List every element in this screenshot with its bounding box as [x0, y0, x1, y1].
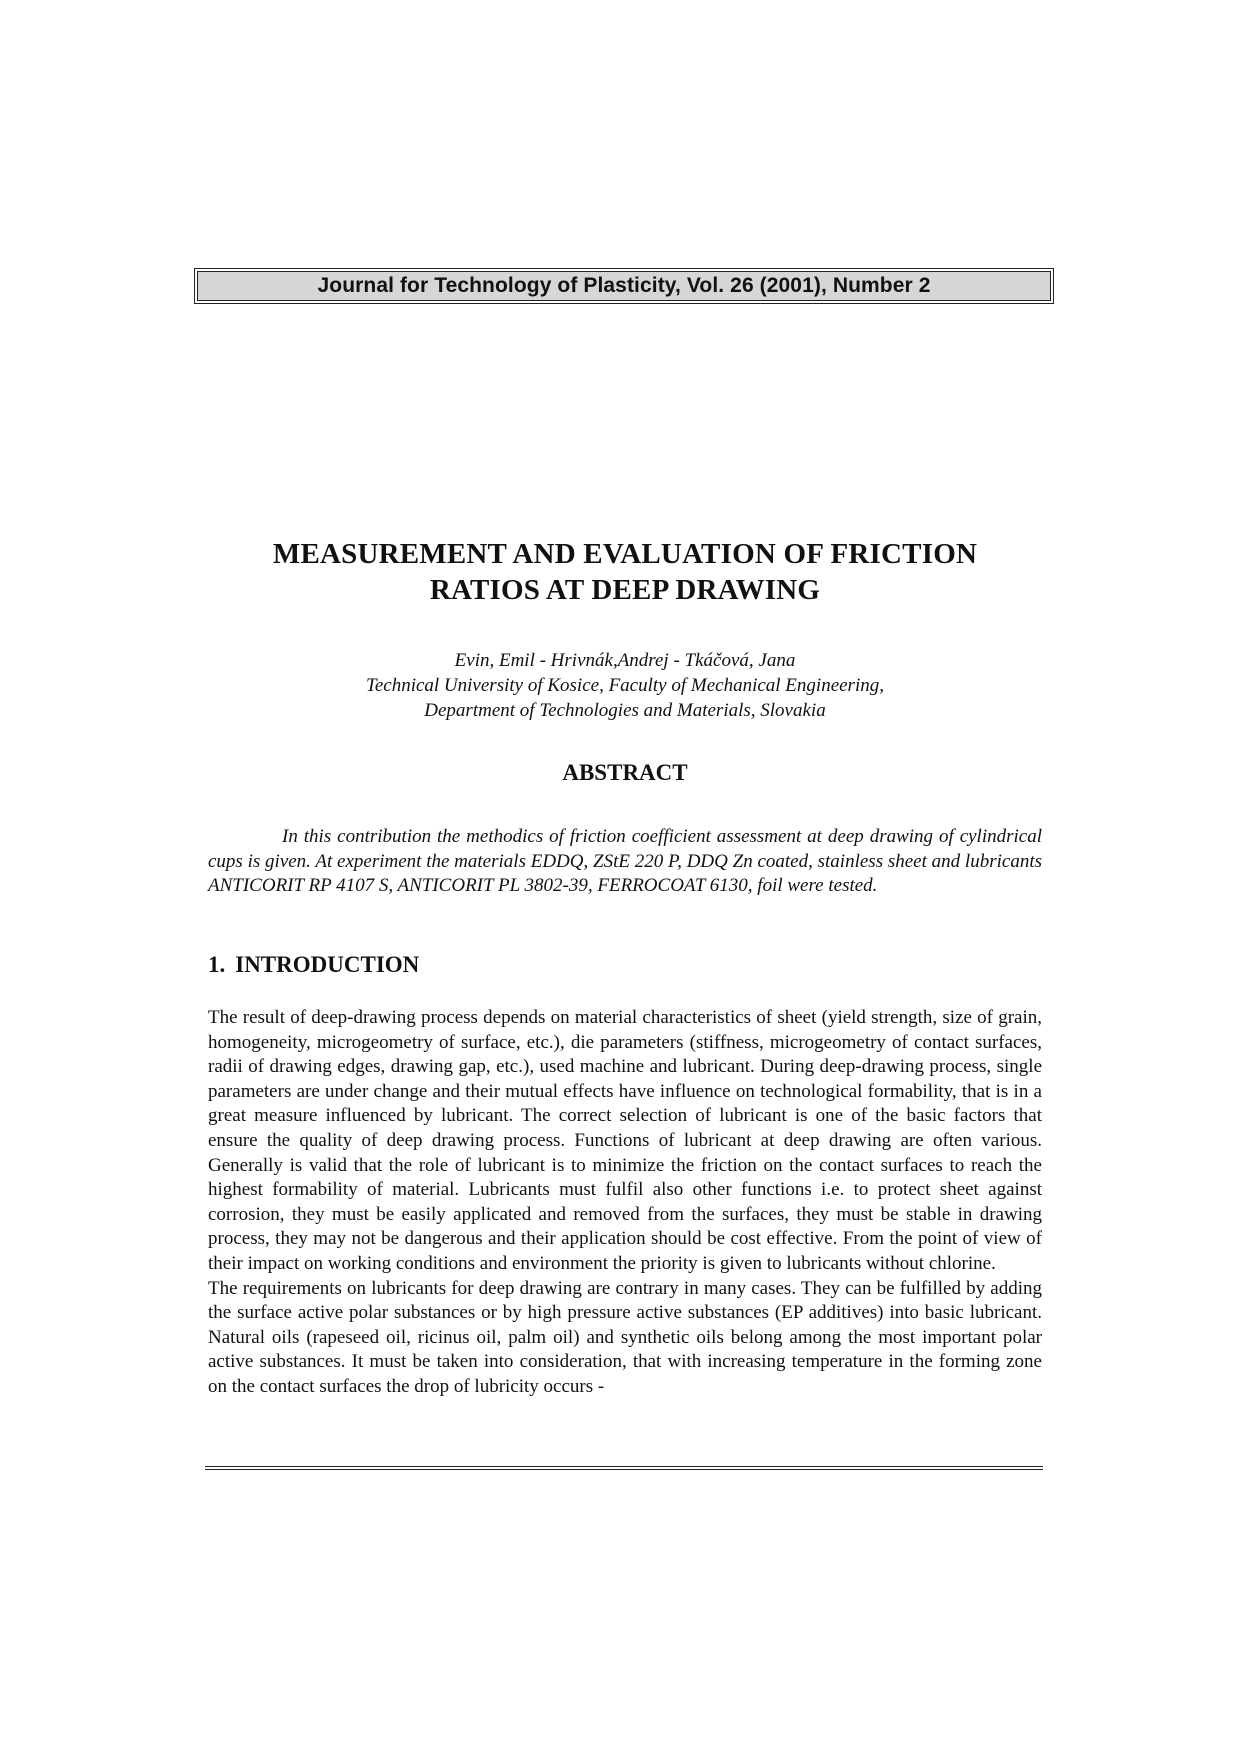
introduction-paragraph-2: The requirements on lubricants for deep drawing are contrary in many cases. They can be fulfilled by adding the surface active polar substances or by high pressure active substances (EP additives) into basic lubricant. Natural oils (rapeseed oil, ricinus oil, palm oil) and synthetic oils belong among the most important polar active substances. It must be taken into consideration, that with increasing temperature in the forming zone on the contact surfaces the drop of lubricity occurs -	[208, 1277, 1042, 1397]
journal-header-text: Journal for Technology of Plasticity, Vol. 26 (2001), Number 2	[197, 271, 1051, 301]
introduction-heading	[208, 952, 419, 978]
introduction-paragraph-1: The result of deep-drawing process depends on material characteristics of sheet (yield strength, size of grain, homogeneity, microgeometry of surface, etc.), die parameters (stiffness, microgeometry of contact surfaces, radii of drawing edges, drawing gap, etc.), used machine and lubricant. During deep-drawing process, single parameters are under change and their mutual effects have influence on technological formability, that is in a great measure influenced by lubricant. The correct selection of lubricant is one of the basic factors that ensure the quality of deep drawing process. Functions of lubricant at deep drawing are often various. Generally is valid that the role of lubricant is to minimize the friction on the contact surfaces to reach the highest formability of material. Lubricants must fulfil also other functions i.e. to protect sheet against corrosion, they must be easily applicated and removed from the surfaces, they must be stable in drawing process, they may not be dangerous and their application should be cost effective. From the point of view of their impact on working conditions and environment the priority is given to lubricants without chlorine.	[208, 1007, 1042, 1274]
author-names: Evin, Emil - Hrivnák,Andrej - Tkáčová, Jana	[454, 650, 796, 671]
article-title-line-2: RATIOS AT DEEP DRAWING	[429, 574, 821, 606]
article-title-line-1: MEASUREMENT AND EVALUATION OF FRICTION	[272, 538, 978, 570]
introduction-body	[208, 1006, 1042, 1400]
author-block	[150, 648, 1100, 723]
abstract-heading: ABSTRACT	[562, 760, 688, 785]
affiliation-line-1: Technical University of Kosice, Faculty of Mechanical Engineering,	[366, 675, 884, 696]
article-title	[150, 536, 1100, 608]
abstract-text: In this contribution the methodics of friction coefficient assessment at deep drawing of cylindrical cups is given. At experiment the materials EDDQ, ZStE 220 P, DDQ Zn coated, stainless sheet and lubricants ANTICORIT RP 4107 S, ANTICORIT PL 3802-39, FERROCOAT 6130, foil were tested.	[208, 826, 1042, 896]
journal-header-box	[194, 268, 1054, 304]
affiliation-line-2: Department of Technologies and Materials, Slovakia	[424, 700, 826, 721]
section-number: 1.	[208, 952, 226, 977]
section-title: INTRODUCTION	[235, 952, 420, 977]
footer-double-rule	[205, 1466, 1043, 1470]
